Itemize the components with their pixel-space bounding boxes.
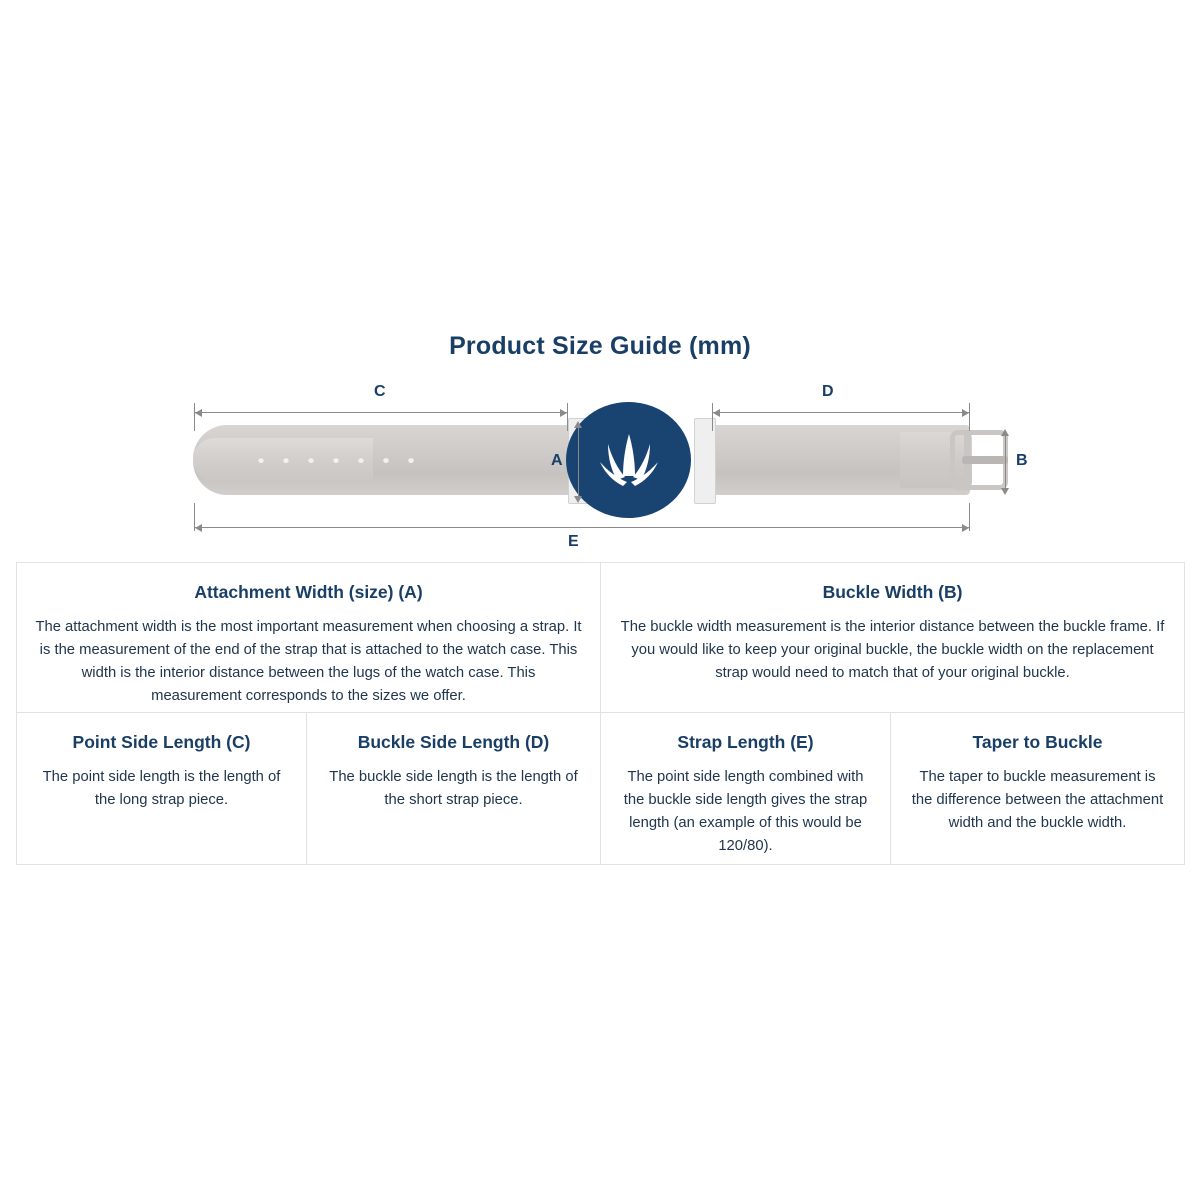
measure-b-arrow-down <box>1001 488 1009 495</box>
measure-c-tick-left <box>194 403 195 431</box>
buckle-tongue <box>962 456 1008 464</box>
cell-buckle-width <box>601 563 1185 713</box>
cell-attachment-width <box>17 563 601 713</box>
cell-taper-to-buckle <box>891 713 1185 865</box>
measure-c-arrow-left <box>195 409 202 417</box>
measure-c-tick-right <box>567 403 568 431</box>
strap-hole <box>258 457 264 463</box>
measure-label-d: D <box>822 383 834 400</box>
table-row <box>17 563 1185 713</box>
strap-hole <box>333 457 339 463</box>
measure-b-arrow-up <box>1001 429 1009 436</box>
measure-e-arrow-right <box>962 524 969 532</box>
measure-d-arrow-right <box>962 409 969 417</box>
cell-body: The buckle side length is the length of the short strap piece. <box>329 768 578 808</box>
measure-e-tick-right <box>969 503 970 531</box>
measure-label-a: A <box>551 452 563 469</box>
cell-heading: Taper to Buckle <box>972 732 1103 752</box>
measure-e-arrow-left <box>195 524 202 532</box>
cell-heading: Buckle Side Length (D) <box>357 732 550 752</box>
strap-hole <box>283 457 289 463</box>
measure-c-arrow-right <box>560 409 567 417</box>
measure-d-tick-right <box>969 403 970 431</box>
measure-label-e: E <box>568 533 579 550</box>
cell-heading: Point Side Length (C) <box>72 732 251 752</box>
table-row <box>17 713 1185 865</box>
measure-e-line <box>194 527 969 528</box>
measure-label-b: B <box>1016 452 1028 469</box>
cell-heading: Attachment Width (size) (A) <box>194 582 423 602</box>
measure-c-line <box>194 412 567 413</box>
cell-heading: Strap Length (E) <box>677 732 814 752</box>
measure-d-tick-left <box>712 403 713 431</box>
cell-body: The buckle width measurement is the interior distance between the buckle frame. If you would like to keep your original buckle, the buckle width on the replacement strap would need to match that of your original buckle. <box>620 618 1165 681</box>
page-title: Product Size Guide (mm) <box>449 332 751 360</box>
cell-heading: Buckle Width (B) <box>822 582 963 602</box>
measure-d-arrow-left <box>713 409 720 417</box>
measure-a-arrow-up <box>574 421 582 428</box>
cell-point-side-length <box>17 713 307 865</box>
cell-body: The attachment width is the most important measurement when choosing a strap. It is the measurement of the end of the strap that is attached to the watch case. This width is the interior distance between the lugs of the watch case. This measurement corresponds to the sizes we offer. <box>35 618 582 704</box>
cell-buckle-side-length <box>307 713 601 865</box>
strap-hole <box>308 457 314 463</box>
measure-a-arrow-down <box>574 496 582 503</box>
cell-body: The point side length is the length of the long strap piece. <box>42 768 281 808</box>
strap-hole <box>383 457 389 463</box>
measure-d-line <box>712 412 969 413</box>
cell-strap-length <box>601 713 891 865</box>
lotus-leaf-logo-icon <box>596 428 662 492</box>
strap-hole <box>408 457 414 463</box>
measure-a-line <box>578 424 579 496</box>
strap-hole <box>358 457 364 463</box>
measure-label-c: C <box>374 383 386 400</box>
measure-b-line <box>1005 432 1006 488</box>
definitions-table <box>16 562 1185 865</box>
cell-body: The taper to buckle measurement is the difference between the attachment width and the buckle width. <box>911 768 1164 831</box>
cell-body: The point side length combined with the buckle side length gives the strap length (an example of this would be 120/80). <box>623 768 868 854</box>
